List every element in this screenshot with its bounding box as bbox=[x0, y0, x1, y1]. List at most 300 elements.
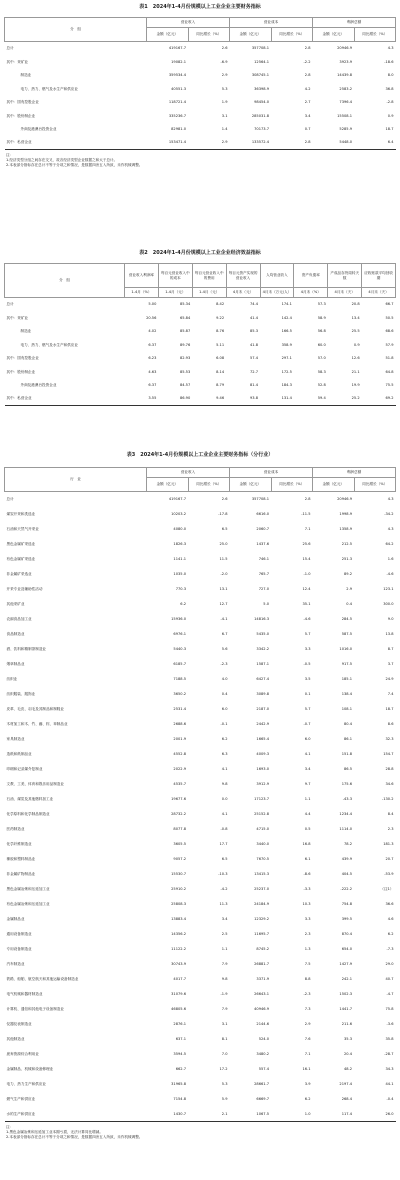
row-label: 农副食品加工业 bbox=[6, 616, 32, 621]
cell-value: 7.6 bbox=[304, 1036, 311, 1041]
cell-value: 0.4 bbox=[346, 601, 352, 606]
cell-value: 2022.9 bbox=[173, 766, 186, 771]
cell-value: 0.4 bbox=[221, 691, 228, 696]
cell-value: 86.1 bbox=[343, 736, 352, 741]
cell-value: 2.3 bbox=[387, 826, 394, 831]
cell-value: 8.6 bbox=[387, 721, 394, 726]
cell-value: 6.3 bbox=[221, 751, 228, 756]
cell-value: 212.5 bbox=[341, 541, 352, 546]
cell-value: 1826.3 bbox=[173, 541, 186, 546]
row-label: 家具制造业 bbox=[6, 736, 25, 741]
row-label: 石油、煤炭及其他燃料加工业 bbox=[6, 796, 54, 801]
cell-value: 9.46 bbox=[216, 396, 225, 401]
table2-unit: 4月末（元） bbox=[226, 288, 260, 298]
cell-value: 6.1 bbox=[304, 856, 311, 861]
cell-value: 4.1 bbox=[221, 811, 228, 816]
cell-value: 10.3 bbox=[302, 901, 311, 906]
cell-value: 0.0 bbox=[221, 796, 228, 801]
table-row bbox=[5, 882, 396, 897]
cell-value: 3440.0 bbox=[256, 841, 269, 846]
cell-value: 25152.8 bbox=[254, 811, 269, 816]
table3-sub: 金额（亿元） bbox=[230, 478, 272, 492]
cell-value: 6427.4 bbox=[256, 676, 269, 681]
row-label: 其中：采矿业 bbox=[6, 59, 29, 64]
cell-value: 26.0 bbox=[385, 1111, 394, 1116]
table-row bbox=[5, 642, 396, 657]
cell-value: 17.7 bbox=[219, 841, 228, 846]
cell-value: 4.4 bbox=[304, 811, 311, 816]
cell-value: 41.8 bbox=[249, 342, 258, 347]
cell-value: 7.1 bbox=[304, 1051, 311, 1056]
cell-value: 2197.4 bbox=[339, 1081, 352, 1086]
row-label: 制造业 bbox=[20, 73, 32, 78]
cell-value: 131.4 bbox=[281, 396, 292, 401]
cell-value: 44.1 bbox=[385, 1081, 394, 1086]
row-label: 纺织业 bbox=[6, 676, 18, 681]
cell-value: 40946.9 bbox=[254, 1006, 269, 1011]
cell-value: 151.8 bbox=[341, 751, 352, 756]
cell-value: 3371.9 bbox=[256, 976, 269, 981]
cell-value: -18.6 bbox=[384, 59, 394, 64]
cell-value: -8.6 bbox=[303, 871, 311, 876]
cell-value: 3089.8 bbox=[256, 691, 269, 696]
row-label: 金属制品、机械和设备修理业 bbox=[6, 1066, 54, 1071]
table2-unit: 4月末（%） bbox=[294, 288, 328, 298]
table2-col-head: 每百元营业收入中的成本 bbox=[158, 264, 192, 288]
cell-value: 60.0 bbox=[317, 342, 326, 347]
row-label: 燃气生产和供应业 bbox=[6, 1096, 36, 1101]
cell-value: 86.90 bbox=[179, 396, 191, 401]
cell-value: -34.2 bbox=[384, 511, 394, 516]
cell-value: 35.8 bbox=[385, 1036, 394, 1041]
row-label: 化学纤维制造业 bbox=[6, 841, 32, 846]
row-label: 电气机械和器材制造业 bbox=[6, 991, 43, 996]
cell-value: 0.9 bbox=[353, 342, 360, 347]
table2-col-head: 营业收入利润率 bbox=[125, 264, 159, 288]
table1 bbox=[4, 17, 396, 150]
table-row bbox=[5, 338, 396, 352]
table-row bbox=[5, 672, 396, 687]
cell-value: 40.7 bbox=[385, 976, 394, 981]
table2 bbox=[4, 263, 396, 406]
row-label: 总计 bbox=[6, 46, 14, 51]
cell-value: 13.1 bbox=[219, 586, 228, 591]
table1-note: 2.本表部分指标存在总计不等于分项之和情况，是数据四舍五入所致，未作机械调整。 bbox=[6, 163, 143, 167]
cell-value: 15.4 bbox=[302, 556, 311, 561]
cell-value: 6185.7 bbox=[173, 661, 186, 666]
cell-value: 6.5 bbox=[221, 856, 228, 861]
cell-value: 8.14 bbox=[216, 369, 225, 374]
cell-value: 6.37 bbox=[148, 342, 157, 347]
cell-value: -0.1 bbox=[220, 721, 228, 726]
table3-head-revenue: 营业收入 bbox=[147, 468, 230, 478]
cell-value: 13.8 bbox=[385, 631, 394, 636]
cell-value: 15936.0 bbox=[171, 616, 186, 621]
cell-value: 36.8 bbox=[385, 86, 394, 91]
cell-value: 34.3 bbox=[385, 1066, 394, 1071]
table-row bbox=[5, 352, 396, 366]
cell-value: 1141.1 bbox=[173, 556, 186, 561]
row-label: 造纸和纸制品业 bbox=[6, 751, 32, 756]
table-row bbox=[5, 627, 396, 642]
row-label: 食品制造业 bbox=[6, 631, 25, 636]
cell-value: 308745.1 bbox=[251, 73, 269, 78]
cell-value: 5.7 bbox=[304, 706, 311, 711]
cell-value: 6.7 bbox=[221, 631, 228, 636]
table-row bbox=[5, 325, 396, 339]
cell-value: 5440.3 bbox=[173, 646, 186, 651]
cell-value: 1016.0 bbox=[339, 646, 352, 651]
row-label: 石油和天然气开采业 bbox=[6, 526, 39, 531]
table3-section bbox=[0, 452, 400, 1140]
cell-value: 4.0 bbox=[221, 676, 228, 681]
cell-value: 1693.0 bbox=[256, 766, 269, 771]
cell-value: 58.3 bbox=[317, 369, 326, 374]
cell-value: 2.9 bbox=[221, 140, 228, 145]
cell-value: 20946.9 bbox=[337, 46, 352, 51]
cell-value: 4.3 bbox=[387, 46, 394, 51]
cell-value: 1437.6 bbox=[256, 541, 269, 546]
cell-value: 335236.7 bbox=[168, 113, 186, 118]
cell-value: 6616.0 bbox=[256, 511, 269, 516]
cell-value: 359534.4 bbox=[168, 73, 186, 78]
cell-value: 93.8 bbox=[249, 396, 258, 401]
cell-value: 3.9 bbox=[304, 1081, 311, 1086]
cell-value: 3912.9 bbox=[256, 781, 269, 786]
table-row bbox=[5, 942, 396, 957]
cell-value: 7.9 bbox=[221, 961, 228, 966]
cell-value: 4552.8 bbox=[173, 751, 186, 756]
table-row bbox=[5, 867, 396, 882]
cell-value: 6.5 bbox=[221, 526, 228, 531]
cell-value: -2.2 bbox=[303, 59, 311, 64]
cell-value: 57.9 bbox=[385, 342, 394, 347]
cell-value: 85.87 bbox=[179, 329, 191, 334]
table-row bbox=[5, 522, 396, 537]
table-row bbox=[5, 717, 396, 732]
cell-value: 2688.6 bbox=[173, 721, 186, 726]
table-row bbox=[5, 957, 396, 972]
cell-value: 5.7 bbox=[304, 631, 311, 636]
cell-value: 175.6 bbox=[341, 781, 352, 786]
cell-value: 2.7 bbox=[304, 100, 311, 105]
cell-value: 439.9 bbox=[341, 856, 352, 861]
cell-value: 1234.4 bbox=[339, 811, 352, 816]
cell-value: 4.63 bbox=[148, 369, 157, 374]
cell-value: 1.1 bbox=[304, 796, 311, 801]
table1-sub: 金额（亿元） bbox=[147, 28, 189, 42]
cell-value: 8.79 bbox=[216, 383, 225, 388]
cell-value: 12564.1 bbox=[254, 59, 269, 64]
table-row bbox=[5, 96, 396, 110]
table1-body bbox=[5, 42, 396, 150]
cell-value: 3.3 bbox=[304, 646, 311, 651]
table-row bbox=[5, 365, 396, 379]
table3 bbox=[4, 467, 396, 1122]
cell-value: 65.84 bbox=[179, 315, 191, 320]
cell-value: 8.1 bbox=[221, 1036, 228, 1041]
cell-value: 1502.3 bbox=[339, 991, 352, 996]
cell-value: 754.8 bbox=[341, 901, 352, 906]
cell-value: 16.8 bbox=[302, 841, 311, 846]
row-label: 开采专业及辅助性活动 bbox=[6, 586, 43, 591]
cell-value: 9.8 bbox=[221, 976, 228, 981]
cell-value: 5.3 bbox=[221, 1081, 228, 1086]
cell-value: 2.9 bbox=[304, 1021, 311, 1026]
cell-value: 6.4 bbox=[387, 140, 394, 145]
cell-value: 153471.4 bbox=[168, 140, 186, 145]
row-label: 纺织服装、服饰业 bbox=[6, 691, 36, 696]
cell-value: 2876.1 bbox=[173, 1021, 186, 1026]
cell-value: 34.6 bbox=[385, 781, 394, 786]
table-row bbox=[5, 702, 396, 717]
table3-sub: 金额（亿元） bbox=[313, 478, 355, 492]
cell-value: 58.9 bbox=[317, 315, 326, 320]
cell-value: 1587.1 bbox=[256, 661, 269, 666]
cell-value: 32.3 bbox=[385, 736, 394, 741]
row-label: 煤炭开采和洗选业 bbox=[6, 511, 36, 516]
table1-sub: 金额（亿元） bbox=[313, 28, 355, 42]
table-row bbox=[5, 55, 396, 69]
row-label: 烟草制品业 bbox=[6, 661, 25, 666]
cell-value: 46805.6 bbox=[171, 1006, 186, 1011]
cell-value: 1.0 bbox=[304, 1111, 311, 1116]
cell-value: 50.5 bbox=[385, 315, 394, 320]
cell-value: 78.2 bbox=[343, 841, 352, 846]
cell-value: 12.4 bbox=[302, 586, 311, 591]
cell-value: 13883.4 bbox=[171, 916, 186, 921]
cell-value: 419167.7 bbox=[168, 46, 186, 51]
row-label: 废弃资源综合利用业 bbox=[6, 1051, 39, 1056]
cell-value: 166.5 bbox=[281, 329, 292, 334]
cell-value: 70173.7 bbox=[254, 127, 269, 132]
cell-value: 14439.8 bbox=[337, 73, 352, 78]
cell-value: 26643.1 bbox=[254, 991, 269, 996]
cell-value: 662.7 bbox=[175, 1066, 186, 1071]
cell-value: 404.5 bbox=[341, 871, 352, 876]
cell-value: 108.1 bbox=[341, 706, 352, 711]
table2-title: 表2 2024年1-4月份规模以上工业企业经济效益指标 bbox=[139, 250, 261, 256]
row-label: 化学原料和化学制品制造业 bbox=[6, 811, 50, 816]
table3-note: 注： bbox=[6, 1125, 14, 1129]
cell-value: 16.1 bbox=[302, 1066, 311, 1071]
table2-unit: 4月末（天） bbox=[362, 288, 396, 298]
row-label: 有色金属矿采选业 bbox=[6, 556, 36, 561]
table-row bbox=[5, 822, 396, 837]
cell-value: 8.76 bbox=[216, 329, 225, 334]
cell-value: -28.7 bbox=[384, 1051, 394, 1056]
cell-value: 14816.3 bbox=[254, 616, 269, 621]
table-row bbox=[5, 492, 396, 507]
cell-value: 1.1 bbox=[221, 946, 228, 951]
table1-head-profit: 利润总额 bbox=[313, 18, 396, 28]
cell-value: 1.3 bbox=[304, 946, 311, 951]
cell-value: 10203.2 bbox=[171, 511, 186, 516]
cell-value: 36398.9 bbox=[254, 86, 269, 91]
cell-value: 9.8 bbox=[221, 781, 228, 786]
row-label: 汽车制造业 bbox=[6, 961, 25, 966]
row-label: 铁路、船舶、航空航天和其他运输设备制造业 bbox=[6, 976, 79, 981]
cell-value: 9.7 bbox=[304, 781, 311, 786]
cell-value: 7154.8 bbox=[173, 1096, 186, 1101]
table-row bbox=[5, 42, 396, 56]
cell-value: 64.8 bbox=[385, 369, 394, 374]
table2-col-head: 人均营业收入 bbox=[260, 264, 294, 288]
cell-value: 75.8 bbox=[385, 1006, 394, 1011]
table3-sub: 同比增长（%） bbox=[188, 478, 230, 492]
cell-value: 7188.5 bbox=[173, 676, 186, 681]
cell-value: 6.2 bbox=[180, 601, 186, 606]
cell-value: 35.1 bbox=[302, 601, 311, 606]
table3-sub: 同比增长（%） bbox=[271, 478, 313, 492]
cell-value: 3.4 bbox=[304, 766, 311, 771]
row-label: 水的生产和供应业 bbox=[6, 1111, 36, 1116]
table-row bbox=[5, 1107, 396, 1122]
cell-value: 41.4 bbox=[249, 315, 258, 320]
cell-value: 2.1 bbox=[221, 1111, 228, 1116]
cell-value: 89.76 bbox=[179, 342, 191, 347]
cell-value: -11.5 bbox=[301, 511, 311, 516]
cell-value: 2001.9 bbox=[173, 736, 186, 741]
cell-value: 4.6 bbox=[387, 916, 394, 921]
cell-value: 31079.6 bbox=[171, 991, 186, 996]
cell-value: 7.5 bbox=[304, 961, 311, 966]
cell-value: 25.6 bbox=[302, 541, 311, 546]
row-label: 其中：私营企业 bbox=[6, 140, 32, 145]
cell-value: 3.4 bbox=[221, 916, 228, 921]
cell-value: 8.7 bbox=[387, 646, 394, 651]
row-label: 其中：私营企业 bbox=[6, 396, 32, 401]
table-row bbox=[5, 912, 396, 927]
cell-value: 89.2 bbox=[343, 571, 352, 576]
table-row bbox=[5, 552, 396, 567]
cell-value: （注1） bbox=[380, 886, 394, 891]
table-row bbox=[5, 379, 396, 393]
cell-value: 4715.0 bbox=[256, 826, 269, 831]
table-row bbox=[5, 136, 396, 150]
cell-value: 1430.7 bbox=[173, 1111, 186, 1116]
cell-value: 18.7 bbox=[385, 706, 394, 711]
table3-head-group: 行 业 bbox=[5, 468, 147, 492]
cell-value: 268.4 bbox=[341, 1096, 352, 1101]
cell-value: 72.7 bbox=[249, 369, 258, 374]
cell-value: 11695.7 bbox=[254, 931, 269, 936]
table-row bbox=[5, 507, 396, 522]
row-label: 电力、热力、燃气及水生产和供应业 bbox=[20, 86, 78, 91]
cell-value: 4.2 bbox=[304, 86, 311, 91]
cell-value: 5.11 bbox=[216, 342, 225, 347]
cell-value: 25.2 bbox=[351, 396, 360, 401]
cell-value: 15508.1 bbox=[337, 113, 352, 118]
table2-body bbox=[5, 298, 396, 406]
cell-value: 3.4 bbox=[304, 113, 311, 118]
cell-value: -3.3 bbox=[303, 886, 311, 891]
table2-unit: 1-4月（元） bbox=[192, 288, 226, 298]
row-label: 橡胶和塑料制品业 bbox=[6, 856, 36, 861]
cell-value: 300.0 bbox=[383, 601, 394, 606]
table1-head-group: 分 组 bbox=[5, 18, 147, 42]
cell-value: 86.5 bbox=[343, 766, 352, 771]
cell-value: 154.7 bbox=[383, 751, 394, 756]
table-row bbox=[5, 837, 396, 852]
cell-value: 1427.9 bbox=[339, 961, 352, 966]
cell-value: 7.9 bbox=[221, 1006, 228, 1011]
cell-value: 3342.2 bbox=[256, 646, 269, 651]
cell-value: -0.4 bbox=[386, 1096, 394, 1101]
cell-value: 6.2 bbox=[387, 931, 394, 936]
cell-value: 9.22 bbox=[216, 315, 225, 320]
cell-value: -4.1 bbox=[220, 616, 228, 621]
table1-title: 表1 2024年1-4月份规模以上工业企业主要财务指标 bbox=[139, 4, 261, 10]
cell-value: 6.23 bbox=[148, 356, 157, 361]
table1-sub: 同比增长（%） bbox=[188, 28, 230, 42]
cell-value: 0.1 bbox=[304, 691, 311, 696]
table-row bbox=[5, 852, 396, 867]
cell-value: 52.8 bbox=[317, 383, 326, 388]
cell-value: 357708.1 bbox=[251, 46, 269, 51]
cell-value: 1114.0 bbox=[339, 826, 352, 831]
cell-value: -0.5 bbox=[303, 661, 311, 666]
row-label: 医药制造业 bbox=[6, 826, 25, 831]
row-label: 黑色金属冶炼和压延加工业 bbox=[6, 886, 50, 891]
table1-sub: 同比增长（%） bbox=[271, 28, 313, 42]
cell-value: -53.9 bbox=[384, 871, 394, 876]
cell-value: 57.0 bbox=[317, 356, 326, 361]
cell-value: 25237.0 bbox=[254, 886, 269, 891]
cell-value: 4.1 bbox=[304, 751, 311, 756]
cell-value: 2.8 bbox=[304, 46, 311, 51]
table-row bbox=[5, 1062, 396, 1077]
cell-value: -10.3 bbox=[218, 871, 228, 876]
cell-value: 56.8 bbox=[317, 329, 326, 334]
cell-value: 1.4 bbox=[221, 127, 228, 132]
cell-value: 57.4 bbox=[249, 356, 258, 361]
cell-value: 0.5 bbox=[304, 826, 311, 831]
cell-value: 770.3 bbox=[175, 586, 186, 591]
table-row bbox=[5, 972, 396, 987]
cell-value: 11122.2 bbox=[171, 946, 186, 951]
table-row bbox=[5, 1092, 396, 1107]
cell-value: 1035.0 bbox=[173, 571, 186, 576]
cell-value: 3.7 bbox=[387, 661, 394, 666]
cell-value: 4.3 bbox=[387, 526, 394, 531]
table2-unit: 4月末（天） bbox=[328, 288, 362, 298]
table1-sub: 同比增长（%） bbox=[354, 28, 396, 42]
cell-value: 1067.5 bbox=[256, 1111, 269, 1116]
table1-note: 注： bbox=[6, 153, 14, 157]
table3-note: 2.本表部分指标存在总计不等于分项之和情况，是数据四舍五入所致，未作机械调整。 bbox=[6, 1135, 143, 1139]
cell-value: 0.7 bbox=[304, 127, 311, 132]
cell-value: 82981.0 bbox=[171, 127, 186, 132]
cell-value: 7396.4 bbox=[339, 100, 352, 105]
table3-sub: 金额（亿元） bbox=[147, 478, 189, 492]
table2-col-head: 每百元营业收入中的费用 bbox=[192, 264, 226, 288]
cell-value: 357708.1 bbox=[251, 497, 269, 502]
cell-value: 6669.7 bbox=[256, 1096, 269, 1101]
table-row bbox=[5, 1017, 396, 1032]
cell-value: 3.55 bbox=[148, 396, 157, 401]
cell-value: -4.2 bbox=[220, 886, 228, 891]
cell-value: 26881.7 bbox=[254, 961, 269, 966]
table1-sub: 金额（亿元） bbox=[230, 28, 272, 42]
table-row bbox=[5, 927, 396, 942]
cell-value: 66.7 bbox=[385, 302, 394, 307]
table1-section bbox=[0, 4, 400, 168]
cell-value: 59.4 bbox=[317, 396, 326, 401]
cell-value: 57.3 bbox=[317, 302, 326, 307]
cell-value: 9.0 bbox=[387, 616, 394, 621]
cell-value: 2442.9 bbox=[256, 721, 269, 726]
